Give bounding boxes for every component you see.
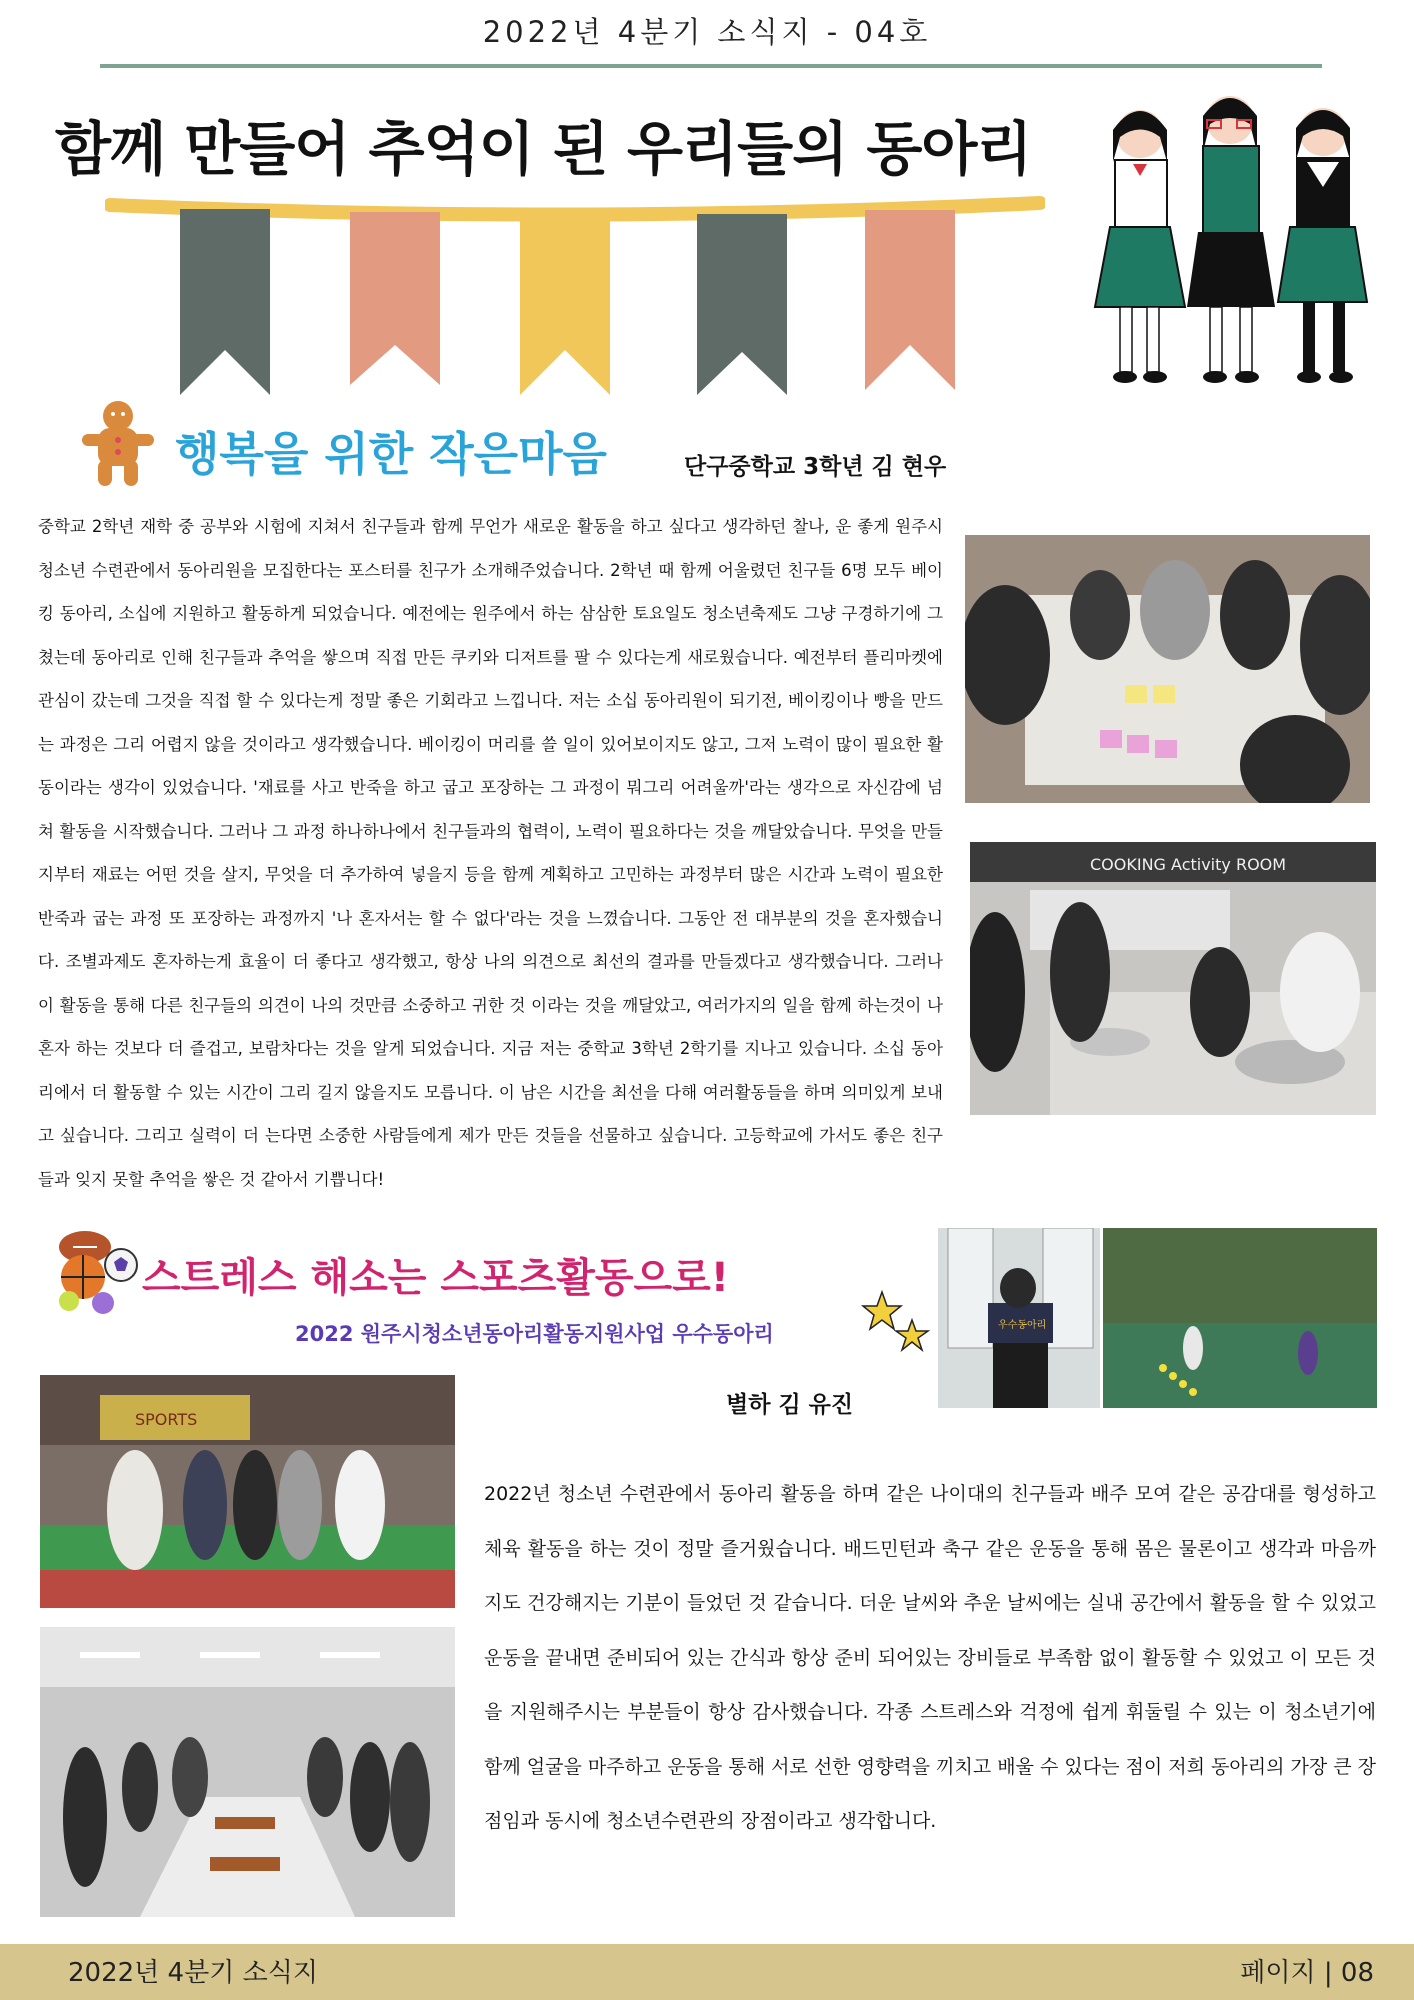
header-divider — [100, 64, 1322, 68]
section1-byline: 단구중학교 3학년 김 현우 — [684, 454, 947, 480]
photo-club-planning — [965, 535, 1370, 803]
section1-title: 행복을 위한 작은마음 — [175, 427, 607, 481]
students-illustration — [1085, 92, 1380, 392]
section2-subtitle: 2022 원주시청소년동아리활동지원사업 우수동아리 — [295, 1322, 774, 1346]
section2-body: 2022년 청소년 수련관에서 동아리 활동을 하며 같은 나이대의 친구들과 배주 모여 같은 공감대를 형성하고 체육 활동을 하는 것이 정말 즐거웠습니다. 배드민턴과 축구 같은 운동을 통해 몸은 물론이고 생각과 마음까지도 건강해지는 기분이 들었던 것 같습니다. 더운 날씨와 추운 날씨에는 실내 공간에서 활동을 할 수 있었고 운동을 끝내면 준비되어 있는 간식과 항상 준비 되어있는 장비들로 부족함 없이 활동할 수 있었고 이 모든 것을 지원해주시는 부분들이 항상 감사했습니다. 각종 스트레스와 걱정에 쉽게 휘둘릴 수 있는 이 청소년기에 함께 얼굴을 마주하고 운동을 통해 서로 선한 영향력을 끼치고 배울 수 있다는 점이 저희 동아리의 가장 큰 장점임과 동시에 청소년수련관의 장점이라고 생각합니다. — [484, 1483, 1376, 1832]
page-title: 함께 만들어 추억이 된 우리들의 동아리 — [55, 115, 1032, 183]
section2-title: 스트레스 해소는 스포츠활동으로! — [142, 1255, 730, 1301]
photo-award-certificate — [938, 1228, 1100, 1408]
gingerbread-icon — [78, 398, 158, 488]
photo-group-party — [40, 1627, 455, 1917]
issue-title: 2022년 4분기 소식지 - 04호 — [482, 15, 932, 49]
certificate-label: 우수동아리 — [998, 1320, 1047, 1331]
photo-cooking-room — [970, 842, 1376, 1115]
photo-soccer-field — [1103, 1228, 1377, 1408]
section1-body: 중학교 2학년 재학 중 공부와 시험에 지쳐서 친구들과 함께 무언가 새로운 활동을 하고 싶다고 생각하던 찰나, 운 좋게 원주시 청소년 수련관에서 동아리원을 모집한다는 포스터를 친구가 소개해주었습니다. 2학년 때 함께 어울렸던 친구들 6명 모두 베이킹 동아리, 소십에 지원하고 활동하게 되었습니다. 예전에는 원주에서 하는 삼삼한 토요일도 청소년축제도 그냥 구경하기에 그쳤는데 동아리로 인해 친구들과 추억을 쌓으며 직접 만든 쿠키와 디저트를 팔 수 있다는게 새로웠습니다. 예전부터 플리마켓에 관심이 갔는데 그것을 직접 할 수 있다는게 정말 좋은 기회라고 느낍니다. 저는 소십 동아리원이 되기전, 베이킹이나 빵을 만드는 과정은 그리 어렵지 않을 것이라고 생각했습니다. 베이킹이 머리를 쓸 일이 있어보이지도 않고, 그저 노력이 많이 필요한 활동이라는 생각이 있었습니다. '재료를 사고 반죽을 하고 굽고 포장하는 그 과정이 뭐그리 어려울까'라는 생각으로 자신감에 넘쳐 활동을 시작했습니다. 그러나 그 과정 하나하나에서 친구들과의 협력이, 노력이 필요하다는 것을 깨달았습니다. 무엇을 만들지부터 재료는 어떤 것을 살지, 무엇을 더 추가하여 넣을지 등을 함께 계획하고 고민하는 과정부터 많은 시간과 노력이 필요한 반죽과 굽는 과정 또 포장하는 과정까지 '나 혼자서는 할 수 없다'라는 것을 느꼈습니다. 그동안 전 대부분의 것을 혼자했습니다. 조별과제도 혼자하는게 효율이 더 좋다고 생각했고, 항상 나의 의견으로 최선의 결과를 만들겠다고 생각했습니다. 그러나 이 활동을 통해 다른 친구들의 의견이 나의 것만큼 소중하고 귀한 것 이라는 것을 깨달았고, 여러가지의 일을 함께 하는것이 나 혼자 하는 것보다 더 즐겁고, 보람차다는 것을 알게 되었습니다. 지금 저는 중학교 3학년 2학기를 지나고 있습니다. 소십 동아리에서 더 활동할 수 있는 시간이 그리 길지 않을지도 모릅니다. 이 남은 시간을 최선을 다해 여러활동들을 하며 의미있게 보내고 싶습니다. 그리고 실력이 더 는다면 소중한 사람들에게 제가 만든 것들을 선물하고 싶습니다. 고등학교에 가서도 좋은 친구들과 잊지 못할 추억을 쌓은 것 같아서 기쁩니다! — [38, 517, 943, 1189]
footer-issue-label: 2022년 4분기 소식지 — [68, 1958, 318, 1988]
photo-gym-group — [40, 1375, 455, 1608]
bunting-illustration — [105, 185, 1045, 410]
page-number: 페이지 | 08 — [1240, 1958, 1374, 1988]
cooking-room-sign: COOKING Activity ROOM — [1090, 855, 1287, 874]
sports-balls-icon — [55, 1225, 140, 1315]
section2-byline: 별하 김 유진 — [726, 1392, 854, 1418]
gym-banner-text: SPORTS — [135, 1410, 198, 1429]
stars-icon — [860, 1290, 935, 1365]
